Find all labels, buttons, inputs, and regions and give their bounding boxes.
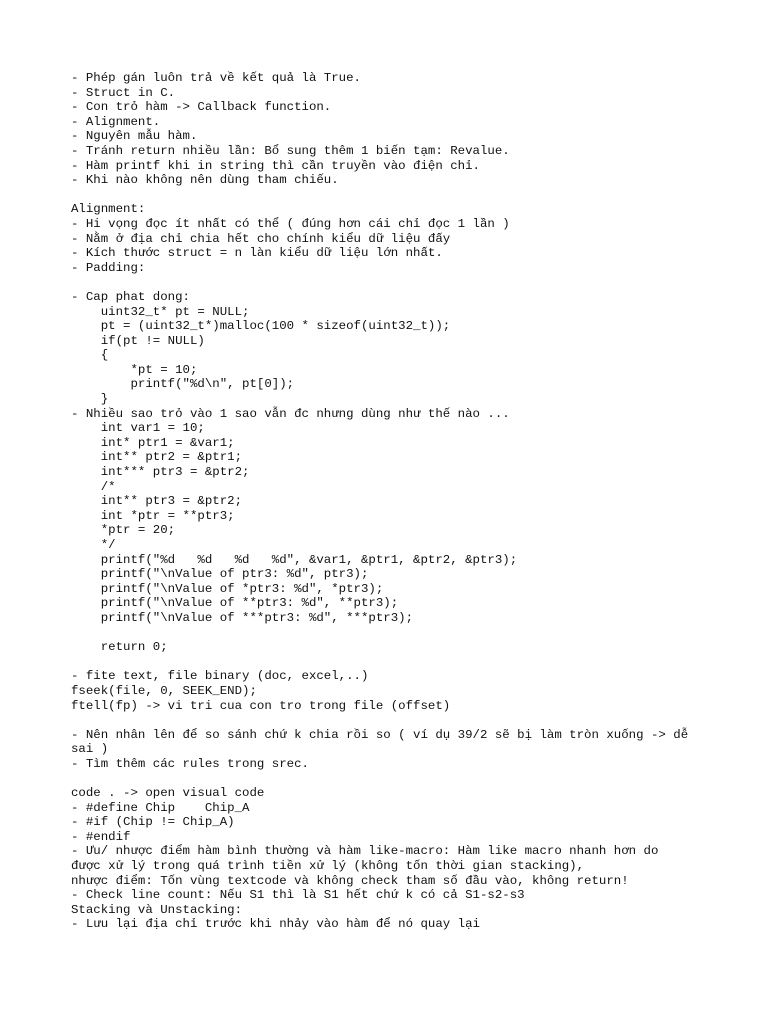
text-line [71, 713, 711, 728]
text-line: printf("\nValue of ptr3: %d", ptr3); [71, 567, 369, 582]
text-line: - Hi vọng đọc ít nhất có thể ( đúng hơn cái chỉ đọc 1 lần ) [71, 216, 510, 231]
text-line: - Nguyên mẫu hàm. [71, 129, 198, 144]
text-line: int* ptr1 = &var1; [71, 435, 235, 450]
text-line: } [71, 392, 109, 407]
text-line: int var1 = 10; [71, 421, 205, 436]
text-line [71, 655, 711, 670]
text-line: Alignment: [71, 202, 146, 217]
text-line: - Hàm printf khi in string thì cần truyền vào điện chỉ. [71, 158, 480, 173]
text-line [71, 772, 711, 787]
text-line: - Kích thước struct = n làn kiểu dữ liệu lớn nhất. [71, 246, 443, 261]
text-line: - Cap phat dong: [71, 289, 190, 304]
text-line: */ [71, 538, 116, 552]
text-line [71, 188, 711, 203]
text-line: *ptr = 20; [71, 523, 176, 538]
text-line: printf("%d\n", pt[0]); [71, 377, 295, 392]
text-line: - Phép gán luôn trả về kết quả là True. [71, 71, 361, 85]
text-line: - Khi nào không nên dùng tham chiếu. [71, 173, 339, 188]
text-line: int** ptr3 = &ptr2; [71, 494, 243, 509]
text-line: - Lưu lại địa chỉ trước khi nhảy vào hàm để nó quay lại [71, 917, 480, 932]
text-line: { [71, 348, 109, 363]
text-line: printf("%d %d %d %d", &var1, &ptr1, &ptr2, &ptr3); [71, 552, 518, 567]
text-line: fseek(file, 0, SEEK_END); [71, 683, 257, 698]
text-line: - Nằm ở địa chỉ chia hết cho chính kiểu dữ liệu đấy [71, 231, 451, 246]
text-line: - Ưu/ nhược điểm hàm bình thường và hàm like-macro: Hàm like macro nhanh hơn do [71, 844, 659, 859]
text-line: printf("\nValue of *ptr3: %d", *ptr3); [71, 581, 384, 596]
text-line [71, 275, 711, 290]
text-line: - Nên nhân lên để so sánh chứ k chia rồi so ( ví dụ 39/2 sẽ bị làm tròn xuống -> dễ [71, 727, 689, 742]
text-line: - Padding: [71, 260, 146, 275]
text-line [71, 626, 711, 641]
text-line: sai ) [71, 742, 109, 757]
text-line: - Check line count: Nếu S1 thì là S1 hết chứ k có cả S1-s2-s3 [71, 888, 525, 903]
text-line: - Alignment. [71, 114, 161, 129]
text-line: - #endif [71, 829, 131, 844]
text-line: Stacking và Unstacking: [71, 902, 243, 917]
text-line: *pt = 10; [71, 362, 198, 377]
text-line: int *ptr = **ptr3; [71, 508, 235, 523]
document-body [71, 71, 711, 932]
text-line: được xử lý trong quá trình tiền xử lý (không tốn thời gian stacking), [71, 859, 585, 874]
text-line: - Con trỏ hàm -> Callback function. [71, 100, 332, 115]
text-line: code . -> open visual code [71, 786, 265, 801]
text-line: if(pt != NULL) [71, 333, 205, 348]
text-line: - Struct in C. [71, 85, 176, 100]
text-line: - Tìm thêm các rules trong srec. [71, 756, 309, 771]
text-line: ftell(fp) -> vi tri cua con tro trong file (offset) [71, 698, 451, 713]
text-line: /* [71, 479, 116, 494]
text-line: - #define Chip Chip_A [71, 800, 250, 815]
text-line: printf("\nValue of ***ptr3: %d", ***ptr3); [71, 610, 414, 625]
text-line: uint32_t* pt = NULL; [71, 304, 250, 319]
text-line: - #if (Chip != Chip_A) [71, 815, 235, 830]
text-line: pt = (uint32_t*)malloc(100 * sizeof(uint32_t)); [71, 319, 451, 334]
text-line: - Tránh return nhiều lần: Bổ sung thêm 1 biến tạm: Revalue. [71, 143, 510, 158]
text-line: return 0; [71, 640, 168, 655]
text-line: - Nhiều sao trỏ vào 1 sao vẫn đc nhưng dùng như thế nào ... [71, 406, 510, 421]
text-line: - fite text, file binary (doc, excel,..) [71, 669, 369, 684]
text-line: int*** ptr3 = &ptr2; [71, 465, 250, 480]
text-line: int** ptr2 = &ptr1; [71, 450, 243, 465]
text-line: nhược điểm: Tốn vùng textcode và không check tham số đầu vào, không return! [71, 873, 629, 888]
text-line: printf("\nValue of **ptr3: %d", **ptr3); [71, 596, 399, 611]
